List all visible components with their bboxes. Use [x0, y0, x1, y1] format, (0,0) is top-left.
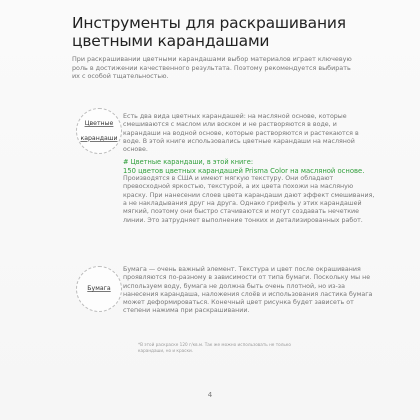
pencils-badge: [76, 108, 122, 154]
pencils-badge-line-1: Цветные: [84, 120, 114, 128]
pencils-green-line: 150 цветов цветных карандашей Prisma Color на масляной основе.: [123, 166, 365, 175]
title-line-2: цветными карандашами: [72, 32, 270, 50]
pencils-badge-line-2: карандаши: [80, 134, 118, 142]
pencils-paragraph-2: Производятся в США и имеют мягкую текстуру. Они обладают превосходной яркостью, текстурой, а их цвета похожи на масляную краску. При нанесении слоев цвета карандаши дают эффект смешивания, а не накладывания друг на друга. Однако грифель у этих карандашей мягкий, поэтому они быстро стачиваются и могут создавать нечеткие линии. Это затрудняет выполнение тонких и детализированных работ.: [123, 175, 375, 224]
pencils-paragraph-1: Есть два вида цветных карандашей: на масляной основе, которые смешиваются с маслом или воском и не растворяются в воде, и карандаши на водной основе, которые растворяются и растекаются в воде. В этой книге использовались цветные карандаши на масляной основе.: [123, 113, 359, 154]
paper-badge-label: Бумага: [87, 285, 111, 293]
intro-paragraph: При раскрашивании цветными карандашами выбор материалов играет ключевую роль в достижении качественного результата. Поэтому рекомендуется выбирать их с особой тщательностью.: [72, 55, 352, 81]
page-title: [72, 14, 372, 50]
title-line-1: Инструменты для раскрашивания: [72, 14, 346, 32]
paper-badge: [76, 266, 122, 312]
pencils-green-heading: # Цветные карандаши, в этой книге:: [123, 158, 254, 167]
paper-paragraph: Бумага — очень важный элемент. Текстура и цвет после окрашивания проявляются по-разному в зависимости от типа бумаги. Поскольку мы не используем воду, бумага не должна быть очень плотной, но из-за нанесения карандаша, наложения слоёв и использования ластика бумага может деформироваться. Конечный цвет рисунка будет зависеть от степени нажима при раскрашивании.: [123, 266, 373, 315]
page-number: 4: [207, 391, 213, 399]
footnote: *В этой раскраске 120 г/кв.м. Так же можно использовать не только карандаши, но и краски.: [138, 342, 291, 353]
pencils-text: [123, 113, 375, 225]
